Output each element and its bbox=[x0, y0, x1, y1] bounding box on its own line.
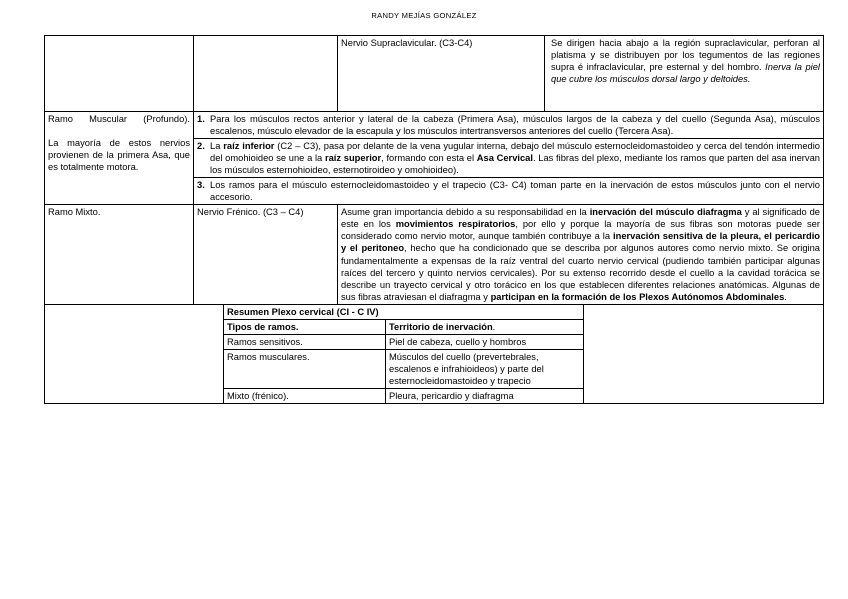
muscular-label-cell bbox=[45, 112, 194, 205]
summary-table bbox=[223, 305, 584, 403]
mixto-description bbox=[338, 205, 824, 304]
col-header-text: Tipos de ramos. bbox=[227, 321, 299, 332]
cell-empty-1 bbox=[45, 36, 194, 112]
row-muscular bbox=[45, 112, 824, 205]
item-number: 3. bbox=[197, 180, 205, 191]
supraclavicular-desc-italic: Inerva la piel que cubre los músculos dorsal largo y deltoides. bbox=[551, 62, 820, 85]
summary-title-text: Resumen Plexo cervical (CI - C IV) bbox=[227, 306, 379, 317]
item-number: 1. bbox=[197, 114, 205, 124]
muscular-item-2 bbox=[197, 140, 820, 176]
muscular-label: Ramo Muscular (Profundo). bbox=[48, 114, 190, 124]
summary-title bbox=[224, 305, 584, 320]
summary-header-row bbox=[224, 319, 584, 334]
bold-run: inervación sensitiva de la pleura, el pericardio y el peritoneo bbox=[341, 231, 820, 254]
text-run: La bbox=[210, 141, 224, 152]
row-summary bbox=[45, 304, 824, 403]
text-run: y al significado de este en los bbox=[341, 207, 821, 230]
bold-run: movimientos respiratorios bbox=[395, 219, 516, 230]
text-run: , por ello y porque la mayoría de sus fibras son motoras puede ser considerado como nervio motor, aunque también contribuye a la bbox=[341, 219, 820, 242]
mixto-label: Ramo Mixto. bbox=[45, 205, 194, 304]
text-run: , hecho que ha condicionado que se describa por algunos autores como nervio mixto. Se origina fundamentalmente a expensas de la raíz ventral del cuarto nervio cervical (pudiendo también participar algunas raíces del tercero y quinto nervios cervicales). Por su extenso recorrido desde el cuello a la cavidad torácica se describe un trayecto cervical y otro torácico en los que establecen diferentes relaciones anatómicas. Algunas de sus fibras atraviesan el diafragma y bbox=[341, 243, 821, 302]
bold-run: Asa Cervical bbox=[476, 153, 533, 164]
muscular-items-cell bbox=[194, 112, 824, 205]
summary-row bbox=[224, 334, 584, 349]
text-run: Asume gran importancia debido a su responsabilidad en la bbox=[341, 207, 590, 218]
summary-tipo: Mixto (frénico). bbox=[224, 388, 386, 403]
muscular-note: La mayoría de estos nervios provienen de la primera Asa, que es totalmente motora. bbox=[48, 138, 190, 173]
summary-row bbox=[224, 388, 584, 403]
summary-territorio: Pleura, pericardio y diafragma bbox=[386, 388, 584, 403]
supraclavicular-nerve-name: Nervio Supraclavicular. (C3-C4) bbox=[338, 36, 545, 112]
summary-row bbox=[224, 349, 584, 388]
bold-run: inervación del músculo diafragma bbox=[589, 207, 742, 218]
summary-territorio: Piel de cabeza, cuello y hombros bbox=[386, 334, 584, 349]
summary-col-territorio bbox=[386, 319, 584, 334]
item-text: Los ramos para el músculo esternocleidomastoideo y el trapecio (C3- C4) toman parte en la inervación de estos músculos junto con el nervio accesorio. bbox=[210, 180, 820, 203]
muscular-item-3 bbox=[197, 179, 820, 203]
bold-run: raíz inferior bbox=[223, 141, 275, 152]
text-run: . Las fibras del plexo, mediante los ramos que parten del asa inervan los músculos esternohioideo, esternotiroideo y omohioideo). bbox=[210, 153, 820, 176]
summary-col-tipos bbox=[224, 319, 386, 334]
summary-territorio: Músculos del cuello (prevertebrales, escalenos e infrahioideos) y parte del esternocleidomastoideo y trapecio bbox=[386, 349, 584, 388]
text-run: (C2 – C3), pasa por delante de la vena yugular interna, debajo del músculo esternocleidomastoideo y cerca del tendón intermedio del omohioideo se une a la bbox=[210, 141, 820, 164]
summary-cell bbox=[45, 304, 824, 403]
summary-tipo: Ramos musculares. bbox=[224, 349, 386, 388]
bold-run: participan en la formación de los Plexos Autónomos Abdominales bbox=[490, 291, 785, 302]
mixto-nerve-name: Nervio Frénico. (C3 – C4) bbox=[194, 205, 338, 304]
col-header-text: Territorio de inervación bbox=[389, 321, 493, 332]
item-text bbox=[210, 140, 820, 176]
cell-empty-2 bbox=[194, 36, 338, 112]
supraclavicular-description bbox=[545, 36, 824, 112]
item-divider bbox=[194, 138, 823, 139]
page-header-author: RANDY MEJÍAS GONZÁLEZ bbox=[371, 11, 477, 20]
summary-tipo: Ramos sensitivos. bbox=[224, 334, 386, 349]
item-text: Para los músculos rectos anterior y lateral de la cabeza (Primera Asa), músculos largos de la cabeza y del cuello (Segunda Asa), músculos escalenos, músculo elevador de la escapula y los músculos intertransversos anteriores del cuello (Tercera Asa). bbox=[210, 114, 820, 137]
text-run: . bbox=[784, 291, 787, 302]
summary-title-row bbox=[224, 305, 584, 320]
text-run: , formando con esta el bbox=[381, 153, 477, 164]
col-header-suffix: . bbox=[492, 321, 496, 332]
supraclavicular-desc-text: Se dirigen hacia abajo a la región supraclavicular, perforan al platisma y se distribuyen por los tegumentos de las regiones supra é infraclavicular, pre esternal y del hombro. bbox=[551, 38, 820, 73]
item-divider bbox=[194, 177, 823, 178]
row-supraclavicular bbox=[45, 36, 824, 112]
item-number: 2. bbox=[197, 141, 205, 152]
plexus-table bbox=[44, 35, 824, 404]
muscular-item-1 bbox=[197, 113, 820, 137]
bold-run: raíz superior bbox=[324, 153, 382, 164]
row-mixto bbox=[45, 205, 824, 304]
